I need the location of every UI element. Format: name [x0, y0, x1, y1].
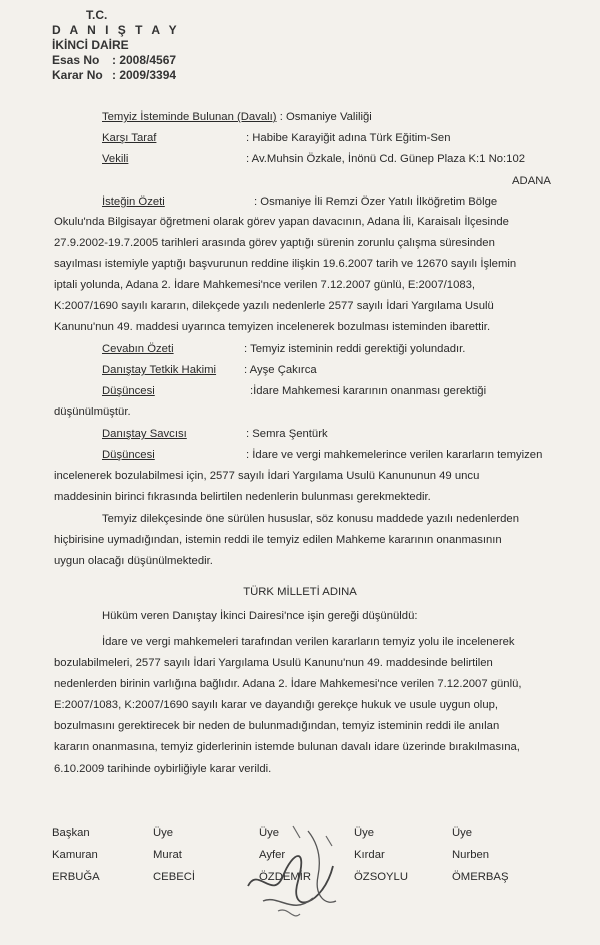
prosecutor-label: Danıştay Savcısı — [102, 428, 187, 440]
judge-value: : Ayşe Çakırca — [244, 364, 317, 376]
decision-line-6: 6.10.2009 tarihinde oybirliğiyle karar verildi. — [54, 763, 272, 775]
decision-line-5: kararın onanmasına, temyiz giderlerinin istemde bulunan davalı idare üzerinde bırakılmasına, — [54, 741, 520, 753]
signature-last: CEBECİ — [153, 871, 196, 883]
prosecutor-line-5: uygun olacağı düşünülmektedir. — [54, 555, 213, 567]
judge-opinion-line1: :İdare Mahkemesi kararının onanması gerektiği — [250, 385, 487, 397]
decision-line-2: nedenlerden birinin varlığına bağlıdır. Adana 2. İdare Mahkemesi'nce verilen 7.12.2007 günlü, — [54, 678, 522, 690]
signature-last: ERBUĞA — [52, 871, 100, 883]
defense-label: Cevabın Özeti — [102, 343, 174, 355]
signature-first: Murat — [153, 849, 182, 861]
judge-opinion-label: Düşüncesi — [102, 385, 155, 397]
defense-value: : Temyiz isteminin reddi gerektiği yolundadır. — [244, 343, 466, 355]
judge-label: Danıştay Tetkik Hakimi — [102, 364, 217, 376]
defense-row — [102, 342, 572, 356]
request-line-4: iptali yolunda, Adana 2. İdare Mahkemesi'nce verilen 7.12.2007 günlü, E:2007/1083, — [54, 279, 476, 291]
prosecutor-line-3: Temyiz dilekçesinde öne sürülen hususlar, söz konusu maddede yazılı nedenlerden — [102, 513, 519, 525]
lawyer-city: ADANA — [512, 175, 551, 187]
judge-opinion-row — [102, 384, 572, 398]
prosecutor-line-0: : İdare ve vergi mahkemelerince verilen kararların temyizen — [246, 449, 543, 461]
esas-row — [52, 53, 180, 68]
request-line-3: sayılması istemiyle yaptığı başvurunun reddine ilişkin 19.6.2007 tarih ve 12670 sayılı İşlemin — [54, 258, 517, 270]
signature-3 — [354, 826, 408, 884]
appellant-row — [102, 110, 372, 124]
opponent-row — [102, 131, 572, 145]
prosecutor-value: : Semra Şentürk — [246, 428, 328, 440]
decision-line-0: İdare ve vergi mahkemeleri tarafından verilen kararların temyiz yolu ile incelenerek — [102, 636, 515, 648]
decision-heading: TÜRK MİLLETİ ADINA — [243, 586, 357, 598]
signature-first: Nurben — [452, 849, 490, 861]
handwritten-signature-icon — [238, 806, 348, 926]
signature-role: Üye — [354, 827, 375, 839]
request-row — [102, 195, 572, 209]
signature-first: Ayfer — [259, 849, 286, 861]
decision-line-4: bozulmasını gerektirecek bir neden de bulunmadığından, temyiz isteminin reddi ile anılan — [54, 720, 500, 732]
appellant-value: : Osmaniye Valiliği — [279, 111, 372, 123]
request-line-6: Kanunu'nun 49. maddesi uyarınca temyizen incelenerek bozulması isteminden ibarettir. — [54, 321, 491, 333]
signature-last: ÖMERBAŞ — [452, 871, 509, 883]
signature-4 — [452, 826, 509, 884]
request-line-0: : Osmaniye İli Remzi Özer Yatılı İlköğretim Bölge — [254, 196, 498, 208]
prosecutor-line-2: maddesinin birinci fıkrasında belirtilen nedenlerin bulunması gerekmektedir. — [54, 491, 431, 503]
decision-line-1: bozulabilmeleri, 2577 sayılı İdari Yargılama Usulü Kanunu'nun 49. maddesinde belirtilen — [54, 657, 493, 669]
karar-value: : 2009/3394 — [112, 68, 177, 82]
request-line-1: Okulu'nda Bilgisayar öğretmeni olarak görev yapan davacının, Adana İli, Karaisalı İlçesinde — [54, 216, 509, 228]
request-line-2: 27.9.2002-19.7.2005 tarihleri arasında görev yaptığı sürenin zorunlu çalışma süresinden — [54, 237, 495, 249]
judge-row — [102, 363, 572, 377]
decision-intro: Hüküm veren Danıştay İkinci Dairesi'nce işin gereği düşünüldü: — [102, 610, 418, 622]
request-line-5: K:2007/1690 sayılı kararın, dilekçede yazılı nedenlerle 2577 sayılı İdari Yargılama Usulü — [54, 300, 494, 312]
prosecutor-line-4: hiçbirisine uymadığından, istemin reddi ile temyiz edilen Mahkeme kararının onanmasının — [54, 534, 502, 546]
prosecutor-opinion-label: Düşüncesi — [102, 449, 155, 461]
signature-role: Üye — [452, 827, 473, 839]
header-tc: T.C. — [86, 8, 108, 22]
signature-1 — [153, 826, 195, 884]
request-label: İsteğin Özeti — [102, 196, 165, 208]
appellant-label: Temyiz İsteminde Bulunan (Davalı) — [102, 111, 277, 123]
opponent-label: Karşı Taraf — [102, 132, 157, 144]
lawyer-label: Vekili — [102, 153, 129, 165]
signature-role: Üye — [259, 827, 280, 839]
karar-label: Karar No — [52, 68, 103, 82]
signature-role: Başkan — [52, 827, 90, 839]
header-court: D A N I Ş T A Y — [52, 23, 180, 37]
header-chamber: İKİNCİ DAİRE — [52, 38, 129, 52]
karar-row — [52, 68, 180, 83]
signature-first: Kamuran — [52, 849, 98, 861]
esas-value: : 2008/4567 — [112, 53, 177, 67]
lawyer-row — [102, 152, 572, 166]
lawyer-value: : Av.Muhsin Özkale, İnönü Cd. Günep Plaza K:1 No:102 — [246, 153, 526, 165]
signature-0 — [52, 826, 100, 884]
opponent-value: : Habibe Karayiğit adına Türk Eğitim-Sen — [246, 132, 451, 144]
signature-first: Kırdar — [354, 849, 385, 861]
signature-last: ÖZSOYLU — [354, 871, 408, 883]
prosecutor-opinion-row — [102, 448, 572, 462]
signature-last: ÖZDEMİR — [259, 871, 312, 883]
judge-opinion-line2: düşünülmüştür. — [54, 406, 131, 418]
esas-label: Esas No — [52, 53, 100, 67]
decision-line-3: E:2007/1083, K:2007/1690 sayılı karar ve dayandığı gerekçe hukuk ve usule uygun olup, — [54, 699, 499, 711]
signature-role: Üye — [153, 827, 174, 839]
prosecutor-line-1: incelenerek bozulabilmesi için, 2577 sayılı İdari Yargılama Usulü Kanununun 49 uncu — [54, 470, 480, 482]
document-header — [52, 8, 180, 83]
prosecutor-row — [102, 427, 572, 441]
